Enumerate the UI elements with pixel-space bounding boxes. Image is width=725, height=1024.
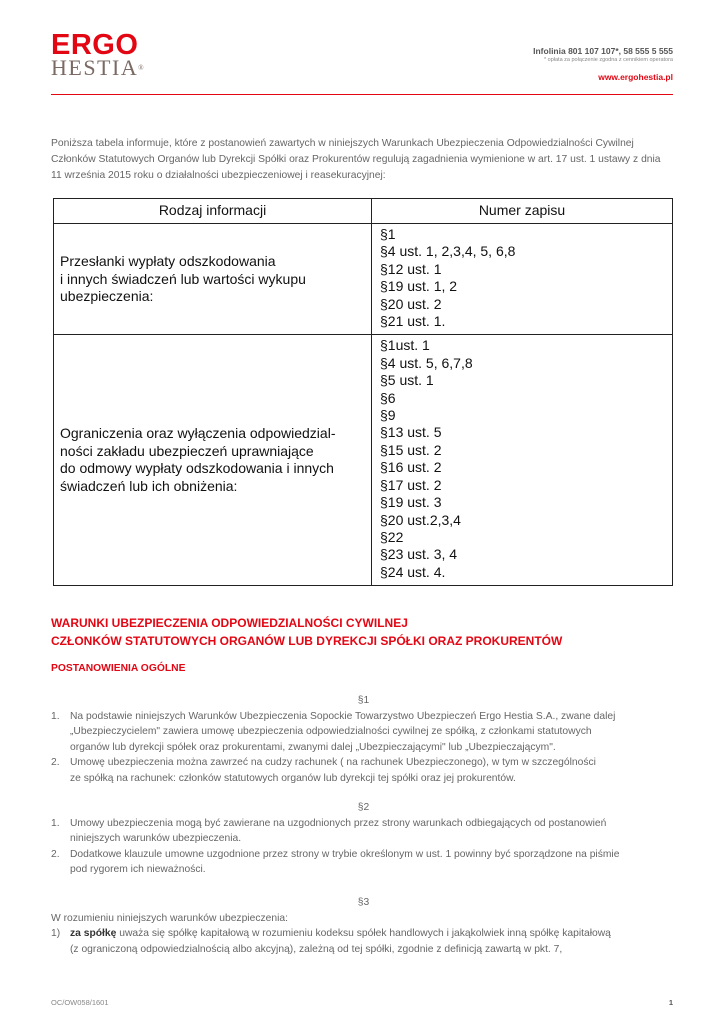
- ergo-hestia-logo: [51, 30, 144, 78]
- paragraph-3: [51, 895, 676, 957]
- definitions-lead: W rozumieniu niniejszych warunków ubezpieczenia:: [51, 912, 288, 924]
- section-title: WARUNKI UBEZPIECZENIA ODPOWIEDZIALNOŚCI CYWILNEJ CZŁONKÓW STATUTOWYCH ORGANÓW LUB DYREKCJI SPÓŁKI ORAZ PROKURENTÓW: [51, 616, 563, 648]
- paragraph-2: [51, 800, 676, 878]
- table-header-row: [54, 199, 673, 224]
- header-divider: [51, 94, 673, 95]
- general-provisions-heading: POSTANOWIENIA OGÓLNE: [51, 663, 186, 674]
- table-cell-type: Przesłanki wypłaty odszkodowania i innych świadczeń lub wartości wykupu ubezpieczenia:: [54, 224, 372, 335]
- table-row: [54, 335, 673, 586]
- table-header-type: Rodzaj informacji: [54, 199, 372, 224]
- list-item: 1. Umowy ubezpieczenia mogą być zawierane na uzgodnionych przez strony warunkach odbiegających od postanowień niniejszych warunków ubezpieczenia.: [51, 817, 607, 844]
- website-link[interactable]: www.ergohestia.pl: [598, 72, 673, 82]
- table-cell-references: §1 §4 ust. 1, 2,3,4, 5, 6,8 §12 ust. 1 §19 ust. 1, 2 §20 ust. 2 §21 ust. 1.: [372, 224, 673, 335]
- table-row: [54, 224, 673, 335]
- table-cell-type: Ograniczenia oraz wyłączenia odpowiedzial- ności zakładu ubezpieczeń uprawniające do odmowy wypłaty odszkodowania i innych świadczeń lub ich obniżenia:: [54, 335, 372, 586]
- document-code: OC/OW058/1601: [51, 998, 109, 1007]
- list-item: 1) za spółkę uważa się spółkę kapitałową w rozumieniu kodeksu spółek handlowych i jakąkolwiek inną spółkę kapitałową (z ograniczoną odpowiedzialnością albo akcyjną), zależną od tej spółki, zgodnie z definicją zawartą w pkt. 7,: [51, 928, 611, 955]
- header-contact: [533, 46, 673, 82]
- list-item: 2. Dodatkowe klauzule umowne uzgodnione przez strony w trybie określonym w ust. 1 powinny być sporządzone na piśmie pod rygorem ich nieważności.: [51, 848, 620, 875]
- hotline-phone: Infolinia 801 107 107*, 58 555 5 555: [533, 46, 673, 56]
- hotline-note: * opłata za połączenie zgodna z cennikiem operatora: [543, 57, 673, 63]
- table-cell-references: §1ust. 1 §4 ust. 5, 6,7,8 §5 ust. 1 §6 §9 §13 ust. 5 §15 ust. 2 §16 ust. 2 §17 ust. 2 §19 ust. 3 §20 ust.2,3,4 §22 §23 ust. 3, 4 §24 ust. 4.: [372, 335, 673, 586]
- table-header-reference: Numer zapisu: [372, 199, 673, 224]
- paragraph-1: [51, 693, 676, 786]
- intro-paragraph: Poniższa tabela informuje, które z postanowień zawartych w niniejszych Warunkach Ubezpieczenia Odpowiedzialności Cywilnej Członków Statutowych Organów lub Dyrekcji Spółki oraz Prokurentów regulują zagadnienia wymienione w art. 17 ust. 1 ustawy z dnia 11 września 2015 roku o działalności ubezpieczeniowej i reasekuracyjnej:: [51, 138, 661, 181]
- list-item: 1. Na podstawie niniejszych Warunków Ubezpieczenia Sopockie Towarzystwo Ubezpieczeń Ergo Hestia S.A., zwane dalej „Ubezpieczycielem" zawiera umowę ubezpieczenia odpowiedzialności cywilnej ze spółką, z członkami statutowych organów lub dyrekcji spółek oraz prokurentami, zwanymi dalej „Ubezpieczającymi" lub „Ubezpieczającym".: [51, 710, 616, 753]
- list-item: 2. Umowę ubezpieczenia można zawrzeć na cudzy rachunek ( na rachunek Ubezpieczonego), w tym w szczególności ze spółką na rachunek: członków statutowych organów lub dyrekcji tej spółki oraz jej prokurentów.: [51, 757, 596, 784]
- info-table: [53, 198, 673, 586]
- logo-hestia-text: HESTIA®: [51, 55, 144, 80]
- paragraph-mark: §2: [357, 802, 370, 813]
- paragraph-mark: §3: [357, 897, 370, 908]
- paragraph-mark: §1: [357, 695, 370, 706]
- logo-ergo-text: ERGO: [51, 29, 139, 61]
- page-number: 1: [668, 998, 673, 1007]
